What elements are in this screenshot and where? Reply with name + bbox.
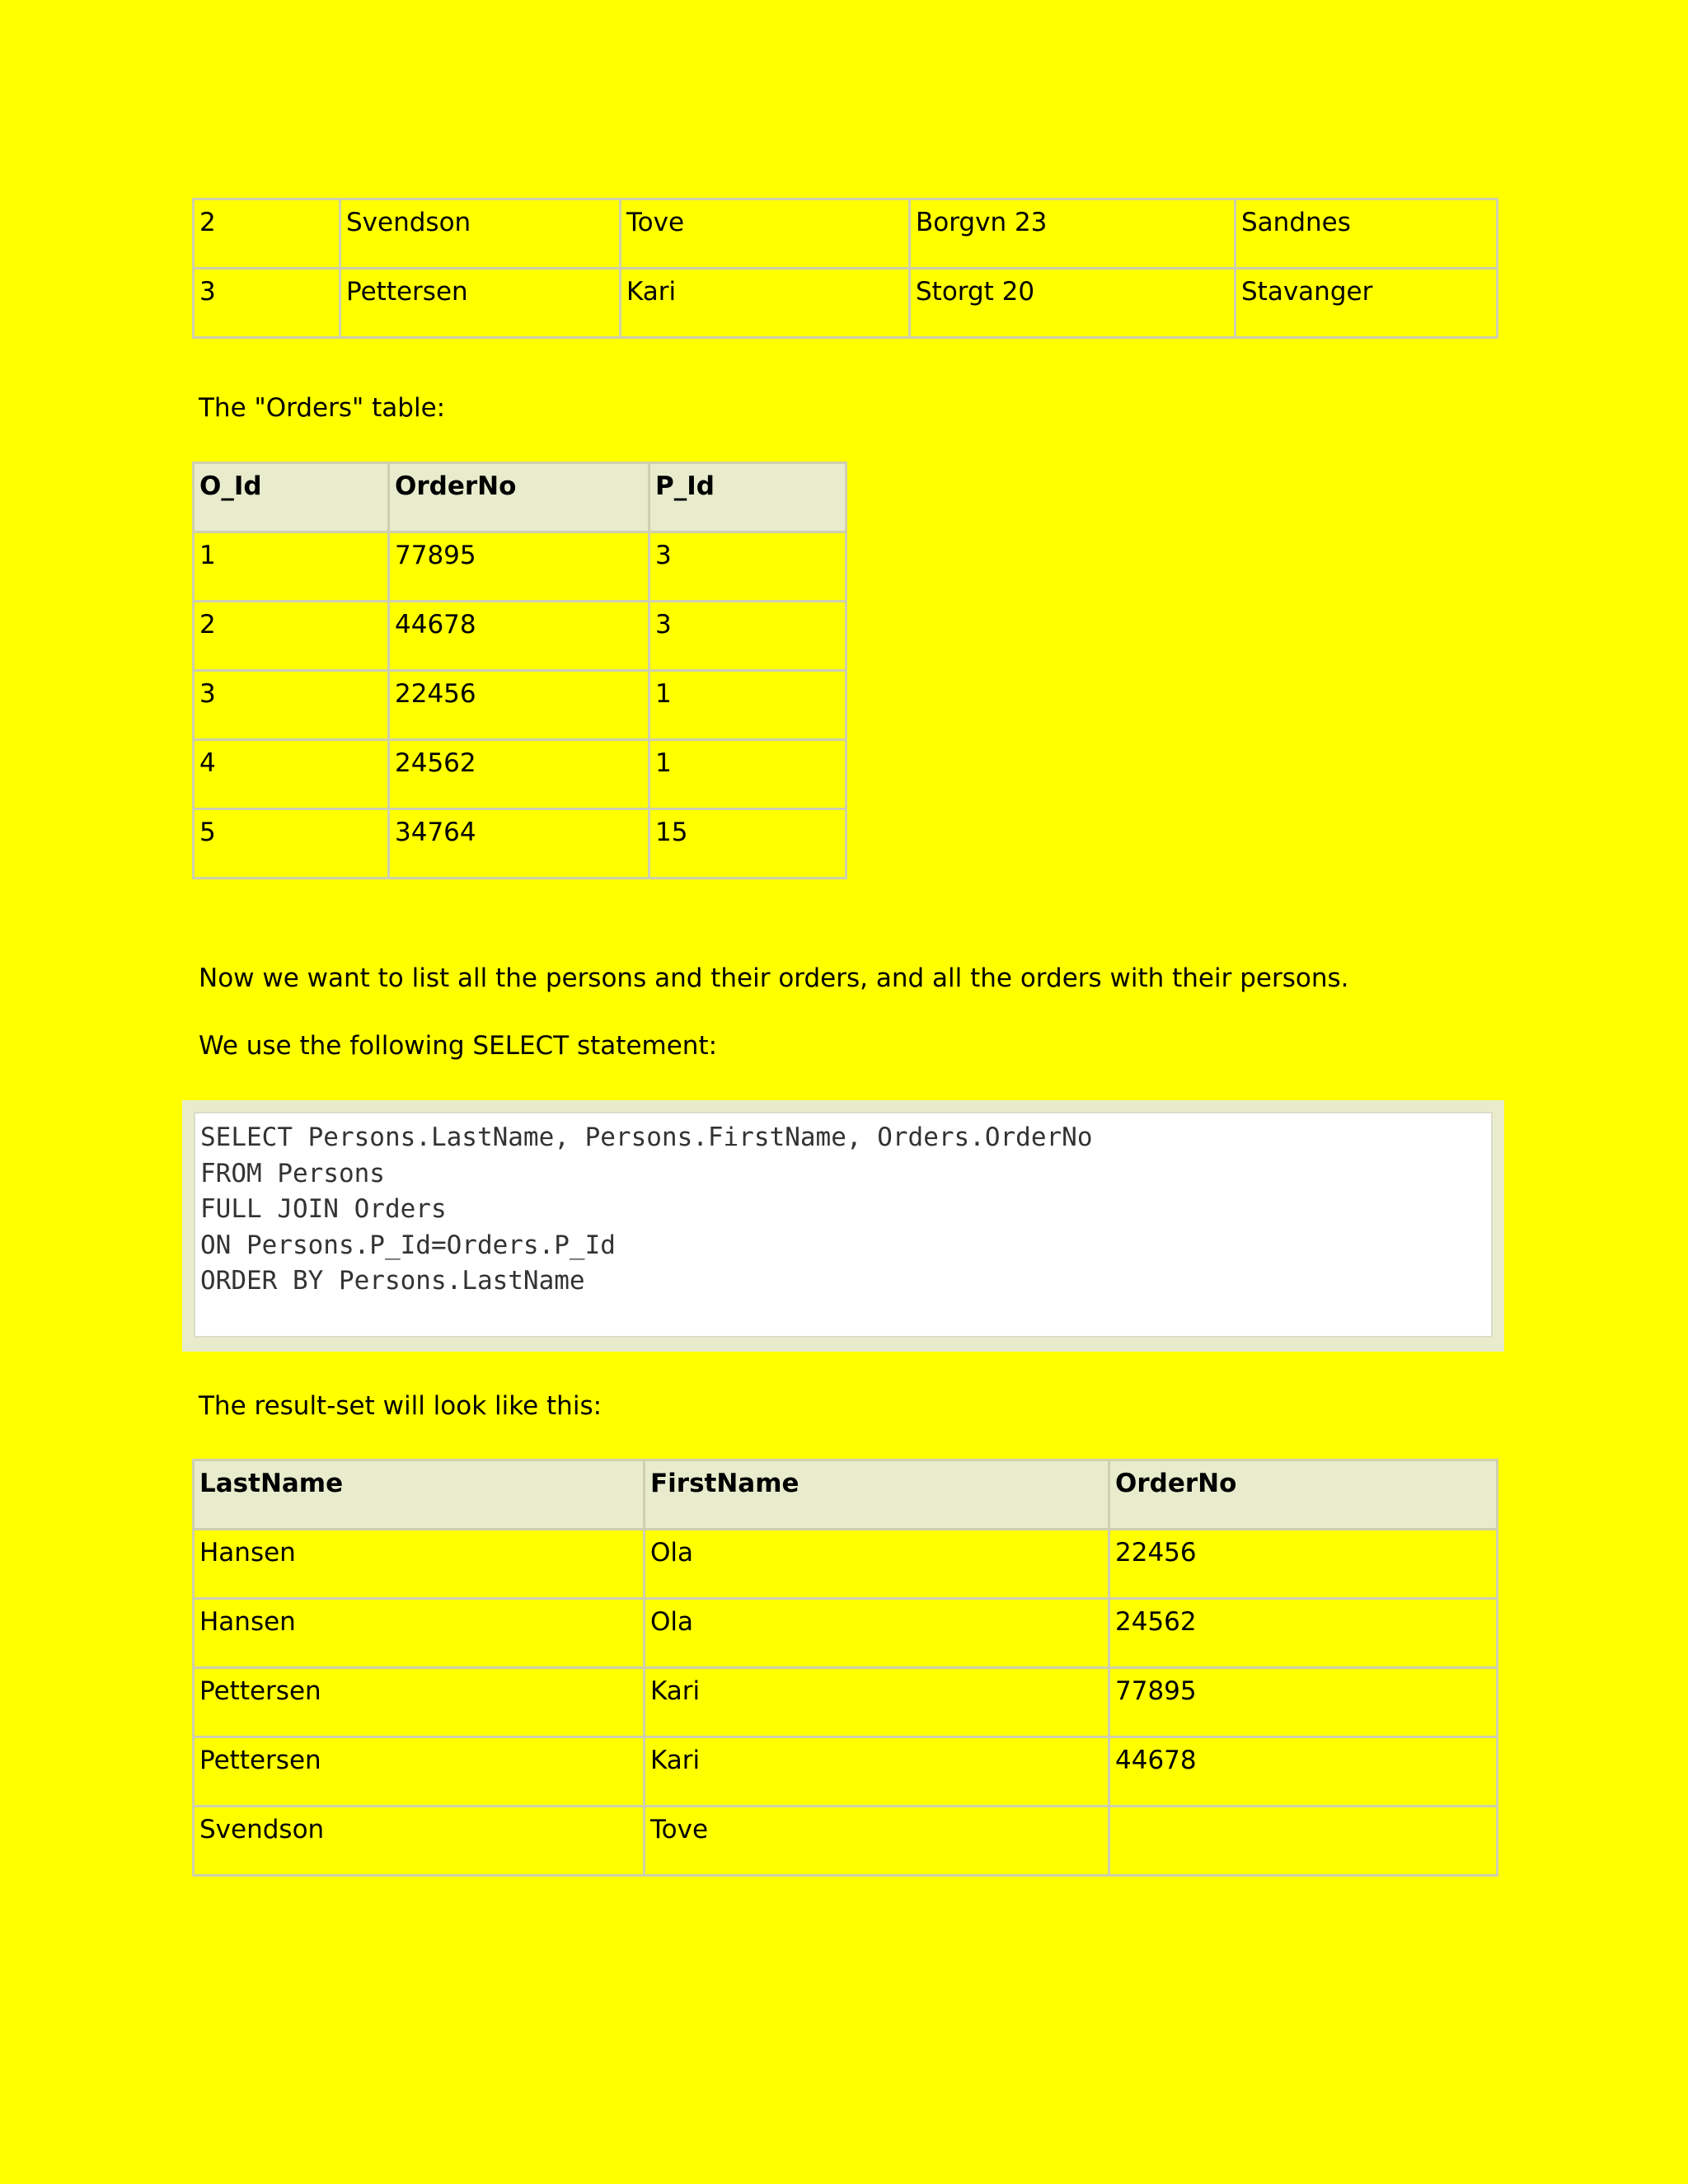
table-cell: 1: [649, 671, 846, 740]
result-caption: The result-set will look like this:: [199, 1391, 603, 1421]
table-row: [194, 269, 1498, 338]
column-header-o-id: O_Id: [194, 463, 389, 532]
intro-paragraph: Now we want to list all the persons and their orders, and all the orders with their persons.: [199, 963, 1349, 993]
table-cell: 3: [194, 269, 340, 338]
table-cell: Tove: [645, 1807, 1109, 1876]
code-line: FROM Persons: [200, 1158, 385, 1188]
table-cell: Tove: [621, 199, 910, 269]
table-row: [194, 671, 846, 740]
table-cell: Kari: [621, 269, 910, 338]
table-cell: 2: [194, 602, 389, 671]
table-cell: Pettersen: [194, 1737, 645, 1807]
code-example-box: [182, 1100, 1504, 1352]
column-header-firstname: FirstName: [645, 1460, 1109, 1530]
table-cell: Ola: [645, 1530, 1109, 1599]
code-line: ON Persons.P_Id=Orders.P_Id: [200, 1230, 616, 1260]
column-header-lastname: LastName: [194, 1460, 645, 1530]
sql-code-block: [194, 1112, 1493, 1338]
table-row: [194, 1807, 1498, 1876]
table-cell: 1: [649, 740, 846, 809]
table-cell: [1109, 1807, 1498, 1876]
table-cell: 3: [194, 671, 389, 740]
table-row: [194, 1599, 1498, 1668]
table-cell: Svendson: [194, 1807, 645, 1876]
table-cell: Hansen: [194, 1530, 645, 1599]
table-cell: Ola: [645, 1599, 1109, 1668]
column-header-p-id: P_Id: [649, 463, 846, 532]
table-cell: 77895: [1109, 1668, 1498, 1737]
result-table: [192, 1459, 1498, 1877]
table-cell: Pettersen: [194, 1668, 645, 1737]
table-cell: 2: [194, 199, 340, 269]
table-row: [194, 532, 846, 602]
table-cell: 44678: [389, 602, 649, 671]
table-cell: 22456: [389, 671, 649, 740]
table-cell: 34764: [389, 809, 649, 879]
table-header-row: [194, 463, 846, 532]
orders-caption: The "Orders" table:: [199, 393, 446, 423]
table-cell: 24562: [1109, 1599, 1498, 1668]
table-row: [194, 1668, 1498, 1737]
table-row: [194, 1530, 1498, 1599]
orders-table: [192, 462, 847, 879]
table-cell: Hansen: [194, 1599, 645, 1668]
code-line: FULL JOIN Orders: [200, 1194, 447, 1224]
select-caption: We use the following SELECT statement:: [199, 1031, 718, 1061]
table-cell: Svendson: [340, 199, 621, 269]
table-row: [194, 602, 846, 671]
table-row: [194, 740, 846, 809]
table-cell: 15: [649, 809, 846, 879]
table-cell: 1: [194, 532, 389, 602]
persons-table: [192, 198, 1498, 339]
table-cell: 5: [194, 809, 389, 879]
table-cell: 44678: [1109, 1737, 1498, 1807]
table-cell: 22456: [1109, 1530, 1498, 1599]
table-cell: 24562: [389, 740, 649, 809]
table-row: [194, 809, 846, 879]
table-cell: 3: [649, 602, 846, 671]
table-cell: Stavanger: [1236, 269, 1498, 338]
table-cell: Borgvn 23: [910, 199, 1236, 269]
column-header-orderno: OrderNo: [1109, 1460, 1498, 1530]
table-cell: Pettersen: [340, 269, 621, 338]
table-cell: Sandnes: [1236, 199, 1498, 269]
table-cell: Storgt 20: [910, 269, 1236, 338]
table-row: [194, 1737, 1498, 1807]
code-line: SELECT Persons.LastName, Persons.FirstName, Orders.OrderNo: [200, 1122, 1093, 1152]
table-cell: Kari: [645, 1737, 1109, 1807]
table-header-row: [194, 1460, 1498, 1530]
table-cell: Kari: [645, 1668, 1109, 1737]
table-cell: 3: [649, 532, 846, 602]
table-cell: 4: [194, 740, 389, 809]
code-line: ORDER BY Persons.LastName: [200, 1266, 585, 1296]
table-row: [194, 199, 1498, 269]
column-header-orderno: OrderNo: [389, 463, 649, 532]
table-cell: 77895: [389, 532, 649, 602]
